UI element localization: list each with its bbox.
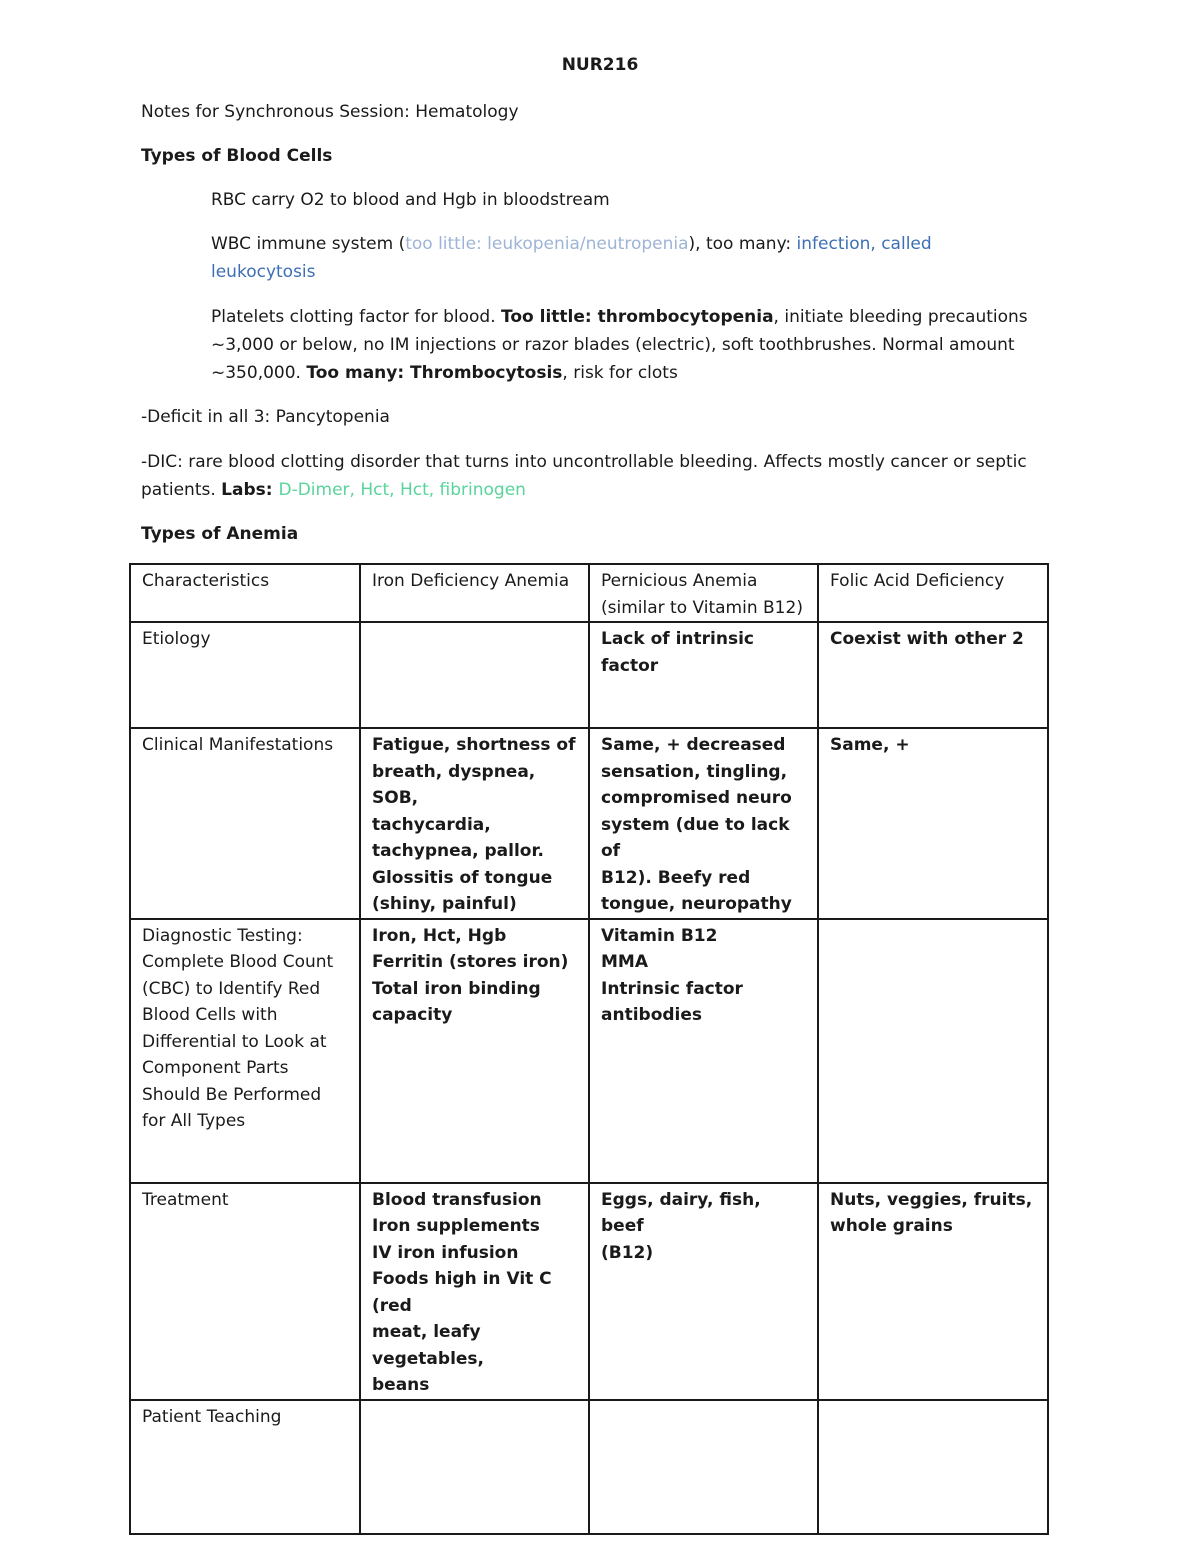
cell-line: Blood Cells with: [142, 1005, 278, 1025]
table-cell: [589, 728, 818, 919]
blood-cells-heading: Types of Blood Cells: [141, 146, 333, 166]
table-cell: [589, 1400, 818, 1534]
wbc-text-1: WBC immune system (: [211, 234, 406, 254]
cell-line: Differential to Look at: [142, 1031, 327, 1052]
cell-line: Vitamin B12: [601, 925, 718, 946]
cell-line: (CBC) to Identify Red: [142, 978, 321, 999]
cell-line: Treatment: [142, 1189, 229, 1210]
cell-line: sensation, tingling,: [601, 761, 788, 782]
cell-line: tachypnea, pallor.: [372, 841, 544, 861]
dic-text-2: patients.: [141, 480, 222, 500]
course-code: NUR216: [561, 55, 639, 75]
table-cell: [818, 1400, 1048, 1534]
cell-line: Iron supplements: [372, 1216, 540, 1236]
row-label-cell: [130, 622, 360, 728]
table-row: [130, 1183, 1048, 1400]
platelets-text-3c: , risk for clots: [562, 363, 678, 383]
cell-line: Component Parts: [142, 1058, 289, 1078]
cell-line: beans: [372, 1375, 430, 1395]
wbc-leukocytosis: leukocytosis: [211, 262, 316, 282]
cell-line: system (due to lack of: [601, 814, 790, 861]
table-cell: [818, 728, 1048, 919]
cell-line: Patient Teaching: [142, 1406, 282, 1427]
cell-line: Iron Deficiency Anemia: [372, 571, 570, 591]
cell-line: MMA: [601, 952, 648, 972]
session-subtitle: Notes for Synchronous Session: Hematology: [141, 102, 519, 122]
cell-line: B12). Beefy red: [601, 867, 751, 888]
cell-line: Should Be Performed: [142, 1084, 322, 1105]
header-cell: [589, 564, 818, 622]
table-cell: [360, 1400, 589, 1534]
platelets-text-1c: , initiate bleeding precautions: [773, 307, 1028, 327]
table-cell: [589, 1183, 818, 1400]
table-row: [130, 1400, 1048, 1534]
cell-line: Etiology: [142, 629, 211, 649]
platelets-too-many: Too many: Thrombocytosis: [306, 363, 563, 383]
table-row: [130, 919, 1048, 1183]
row-label-cell: [130, 1400, 360, 1534]
row-label-cell: [130, 1183, 360, 1400]
dic-labs-values: D-Dimer, Hct, Hct, fibrinogen: [278, 480, 526, 500]
cell-line: (B12): [601, 1242, 654, 1263]
cell-line: Blood transfusion: [372, 1189, 542, 1210]
cell-line: Iron, Hct, Hgb: [372, 925, 507, 946]
cell-line: Ferritin (stores iron): [372, 952, 569, 972]
cell-line: antibodies: [601, 1005, 703, 1025]
cell-line: meat, leafy vegetables,: [372, 1322, 485, 1369]
cell-line: Foods high in Vit C (red: [372, 1269, 552, 1316]
wbc-infection: infection, called: [796, 234, 932, 254]
platelets-note: [211, 303, 1091, 387]
dic-labs-label: Labs:: [221, 480, 279, 500]
cell-line: (shiny, painful): [372, 894, 517, 914]
cell-line: tachycardia,: [372, 814, 491, 835]
table-cell: [589, 919, 818, 1183]
platelets-text-3: ~350,000.: [211, 363, 307, 383]
table-cell: [360, 728, 589, 919]
cell-line: Same, + decreased: [601, 735, 786, 755]
table-cell: [360, 622, 589, 728]
cell-line: Glossitis of tongue: [372, 867, 553, 888]
cell-line: tongue, neuropathy: [601, 894, 792, 914]
row-label-cell: [130, 728, 360, 919]
cell-line: Coexist with other 2: [830, 629, 1024, 649]
dic-note: [141, 448, 1101, 504]
cell-line: Nuts, veggies, fruits,: [830, 1189, 1033, 1210]
anemia-table: [129, 563, 1049, 1535]
cell-line: Characteristics: [142, 571, 270, 591]
pancytopenia-note: -Deficit in all 3: Pancytopenia: [141, 407, 390, 427]
cell-line: Complete Blood Count: [142, 952, 334, 972]
cell-line: Lack of intrinsic factor: [601, 629, 754, 676]
rbc-note: RBC carry O2 to blood and Hgb in bloodstream: [211, 190, 610, 210]
table-cell: [818, 919, 1048, 1183]
table-header-row: [130, 564, 1048, 622]
header-cell: [818, 564, 1048, 622]
row-label-cell: [130, 919, 360, 1183]
header-cell: [130, 564, 360, 622]
cell-line: Eggs, dairy, fish, beef: [601, 1189, 761, 1236]
platelets-text-2: ~3,000 or below, no IM injections or razor blades (electric), soft toothbrushes. Normal amount: [211, 335, 1015, 355]
cell-line: compromised neuro: [601, 788, 792, 808]
cell-line: whole grains: [830, 1216, 953, 1236]
table-cell: [360, 919, 589, 1183]
cell-line: Total iron binding: [372, 978, 541, 999]
wbc-note: [211, 230, 1011, 286]
cell-line: for All Types: [142, 1111, 246, 1131]
cell-line: Clinical Manifestations: [142, 735, 334, 755]
cell-line: Pernicious Anemia: [601, 571, 758, 591]
cell-line: IV iron infusion: [372, 1242, 519, 1263]
anemia-heading: Types of Anemia: [141, 524, 299, 544]
cell-line: Same, +: [830, 735, 910, 755]
dic-text-1: -DIC: rare blood clotting disorder that turns into uncontrollable bleeding. Affects mostly cancer or septic: [141, 452, 1027, 472]
platelets-too-little: Too little: thrombocytopenia: [501, 307, 774, 327]
cell-line: capacity: [372, 1005, 453, 1025]
table-row: [130, 622, 1048, 728]
cell-line: breath, dyspnea, SOB,: [372, 761, 536, 808]
wbc-text-3: ), too many:: [688, 234, 797, 254]
table-cell: [818, 1183, 1048, 1400]
wbc-too-little: too little: leukopenia/neutropenia: [405, 234, 689, 254]
header-cell: [360, 564, 589, 622]
cell-line: (similar to Vitamin B12): [601, 597, 803, 618]
table-cell: [360, 1183, 589, 1400]
cell-line: Folic Acid Deficiency: [830, 571, 1005, 591]
cell-line: Intrinsic factor: [601, 978, 743, 999]
cell-line: Diagnostic Testing:: [142, 925, 303, 946]
table-cell: [589, 622, 818, 728]
table-row: [130, 728, 1048, 919]
table-cell: [818, 622, 1048, 728]
cell-line: Fatigue, shortness of: [372, 735, 576, 755]
platelets-text-1: Platelets clotting factor for blood.: [211, 307, 502, 327]
